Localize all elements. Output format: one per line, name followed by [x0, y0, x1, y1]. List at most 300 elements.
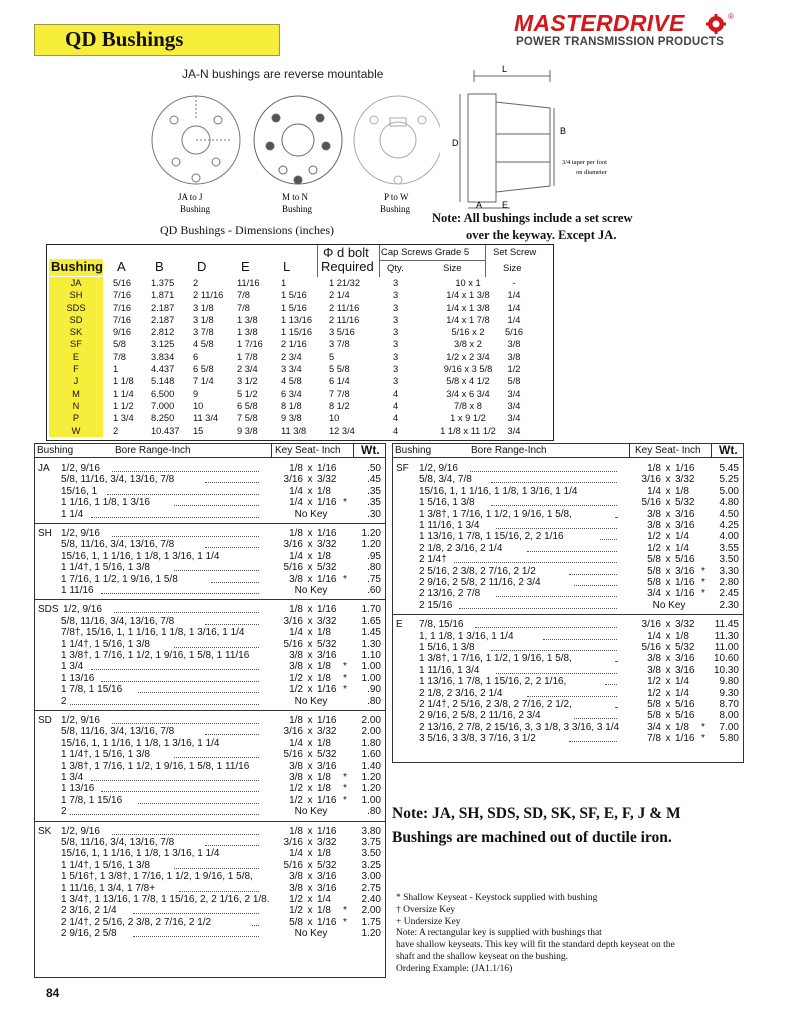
bore-range: 1 7/8, 1 15/16 — [61, 684, 123, 696]
key-width: 1/4 — [289, 497, 303, 509]
qty-cell: 4 — [393, 425, 399, 436]
bore-row — [35, 639, 385, 650]
weight-value: 1.00 — [361, 672, 381, 684]
bore-row — [35, 860, 385, 871]
l-cell: 1 5/16 — [281, 302, 307, 313]
size-cell: 3/8 x 2 — [454, 339, 482, 350]
key-width: 1/8 — [647, 463, 661, 474]
key-depth: 5/32 — [317, 562, 337, 574]
d-cell: 3 1/8 — [193, 314, 214, 325]
bore-row — [35, 673, 385, 684]
weight-value: 1.65 — [361, 615, 381, 627]
weight-value: 3.55 — [719, 542, 739, 554]
set-screw-cell: - — [512, 278, 516, 288]
leader-dots — [70, 806, 259, 815]
key-times-sign: x — [307, 661, 313, 673]
key-width: 3/16 — [283, 615, 303, 627]
b-cell: 4.437 — [151, 364, 175, 375]
key-times-sign: x — [665, 733, 671, 745]
set-screw-cell: 3/4 — [507, 400, 521, 411]
key-depth: 3/16 — [675, 519, 695, 531]
key-width: 5/16 — [283, 859, 303, 871]
qty-cell: 3 — [393, 290, 399, 301]
bore-range: 1 3/8†, 1 7/16, 1 1/2, 1 9/16, 1 5/8, — [419, 653, 572, 665]
bolt-cell: 6 1/4 — [329, 376, 350, 387]
key-depth: 1/16 — [317, 463, 337, 474]
page-title: QD Bushings — [65, 27, 184, 51]
d-cell: 10 — [193, 400, 204, 411]
key-width: 1/2 — [647, 542, 661, 554]
key-width: 5/8 — [647, 710, 661, 722]
leader-dots — [527, 688, 617, 697]
weight-value: 1.20 — [361, 783, 381, 795]
key-times-sign: x — [307, 474, 313, 486]
d-cell: 6 5/8 — [193, 364, 214, 375]
leader-dots — [600, 531, 617, 540]
bore-row — [393, 588, 743, 599]
key-width: 1/2 — [289, 905, 303, 917]
weight-value: 1.75 — [361, 916, 381, 928]
col-bolt: Φ d bolt — [323, 245, 369, 260]
leader-dots — [205, 474, 259, 483]
bolt-cell: 1 21/32 — [329, 278, 361, 288]
fig3-caption-line1: P to W — [384, 192, 409, 202]
bore-row — [35, 486, 385, 497]
b-cell: 2.187 — [151, 314, 175, 325]
set-screw-cell: 3/8 — [507, 351, 521, 362]
bushing-code: SH — [38, 528, 52, 539]
d-cell: 3 7/8 — [193, 327, 214, 338]
bore-row — [35, 783, 385, 794]
bore-range: 5/8, 3/4, 7/8 — [419, 474, 472, 486]
key-times-sign: x — [665, 485, 671, 497]
b-cell: 2.812 — [151, 327, 175, 338]
bore-row — [393, 543, 743, 554]
key-width: 3/8 — [289, 661, 303, 673]
key-depth: 3/16 — [675, 565, 695, 577]
bore-group — [35, 524, 385, 600]
weight-value: 1.60 — [361, 749, 381, 761]
set-screw-cell: 1/4 — [507, 314, 521, 325]
key-times-sign: x — [665, 474, 671, 486]
key-depth: 3/32 — [317, 539, 337, 551]
b-cell: 7.000 — [151, 400, 175, 411]
col-bushing: Bushing — [51, 259, 103, 274]
size-cell: 3/4 x 6 3/4 — [446, 388, 490, 399]
key-width: 3/8 — [289, 771, 303, 783]
fig2-caption-line1: M to N — [282, 192, 309, 202]
leader-dots — [91, 661, 259, 670]
key-times-sign: x — [307, 715, 313, 726]
key-depth: 1/4 — [675, 676, 689, 688]
key-depth: 5/32 — [317, 859, 337, 871]
d-cell: 4 5/8 — [193, 339, 214, 350]
b-cell: 5.148 — [151, 376, 175, 387]
dim-table-row — [47, 425, 553, 437]
bore-row — [35, 894, 385, 905]
d-cell: 9 — [193, 388, 199, 399]
l-cell: 1 13/16 — [281, 314, 313, 325]
key-depth: 3/32 — [317, 726, 337, 738]
no-key: No Key — [652, 599, 686, 611]
qty-cell: 3 — [393, 302, 399, 313]
key-times-sign: x — [307, 760, 313, 772]
bore-row — [35, 905, 385, 916]
key-times-sign: x — [665, 698, 671, 710]
weight-value: 3.80 — [361, 825, 381, 837]
key-width: 5/16 — [283, 638, 303, 650]
no-key: No Key — [294, 806, 328, 818]
a-cell: 1 3/4 — [113, 413, 134, 424]
leader-dots — [114, 604, 259, 613]
key-width: 1/8 — [289, 463, 303, 474]
set-screw-note — [432, 210, 632, 244]
leader-dots — [112, 715, 259, 724]
bore-range: 5/8, 11/16, 3/4, 13/16, 7/8 — [61, 474, 175, 486]
bore-row — [393, 665, 743, 676]
key-depth: 1/8 — [317, 672, 331, 684]
bore-range: 1 1/4†, 1 5/16, 1 3/8 — [61, 562, 150, 574]
key-depth: 3/16 — [317, 871, 337, 883]
key-width: 1/2 — [289, 783, 303, 795]
key-width: 1/4 — [289, 485, 303, 497]
size-cell: 7/8 x 8 — [454, 400, 482, 411]
shallow-mark: * — [343, 573, 347, 585]
size-cell: 10 x 1 — [455, 278, 481, 288]
key-depth: 1/8 — [317, 627, 331, 639]
weight-value: 2.00 — [361, 905, 381, 917]
bore-row — [35, 772, 385, 783]
key-width: 1/4 — [647, 485, 661, 497]
key-times-sign: x — [665, 519, 671, 531]
col-e: E — [241, 259, 250, 274]
page-title-box — [34, 24, 280, 56]
weight-value: 3.50 — [719, 554, 739, 566]
bore-range: 1 3/8†, 1 7/16, 1 1/2, 1 9/16, 1 5/8, 1 11/16 — [61, 649, 250, 661]
no-key: No Key — [294, 584, 328, 596]
bore-row — [35, 738, 385, 749]
bore-range: 15/16, 1, 1 1/16, 1 1/8, 1 3/16, 1 1/4 — [61, 848, 220, 860]
bore-row — [35, 539, 385, 550]
bore-row — [393, 600, 743, 611]
key-times-sign: x — [307, 771, 313, 783]
weight-value: 2.75 — [361, 882, 381, 894]
bore-range: 2 3/16, 2 1/4 — [61, 905, 117, 917]
bolt-cell: 8 1/2 — [329, 400, 350, 411]
l-cell: 9 3/8 — [281, 413, 302, 424]
bore-row — [35, 551, 385, 562]
key-depth: 1/8 — [317, 771, 331, 783]
weight-value: 2.40 — [361, 893, 381, 905]
key-times-sign: x — [307, 684, 313, 696]
key-times-sign: x — [307, 905, 313, 917]
dim-table-row — [47, 326, 553, 338]
a-cell: 1 — [113, 364, 119, 375]
leader-dots — [133, 928, 259, 937]
key-depth: 3/32 — [675, 619, 695, 631]
bore-range: 1, 1 1/8, 1 3/16, 1 1/4 — [419, 630, 514, 642]
bore-range: 1 13/16, 1 7/8, 1 15/16, 2, 2 1/16, — [419, 676, 567, 688]
bore-range: 5/8, 11/16, 3/4, 13/16, 7/8 — [61, 539, 175, 551]
bushing-code: SD — [38, 715, 52, 726]
bore-row — [35, 837, 385, 848]
legend-line: shaft and the shallow keyseat on the bushing. — [396, 951, 569, 962]
shallow-mark: * — [701, 576, 705, 588]
set-screw-note-line2: over the keyway. Except JA. — [466, 228, 617, 242]
bore-range: 2 1/4†, 2 5/16, 2 3/8, 2 7/16, 2 1/2, — [419, 698, 572, 710]
weight-value: .50 — [367, 463, 381, 474]
weight-value: 4.50 — [719, 508, 739, 520]
bore-range: 2 15/16 — [419, 599, 453, 611]
gear-icon — [706, 14, 726, 34]
b-cell: 3.834 — [151, 351, 175, 362]
a-cell: 1 1/4 — [113, 388, 134, 399]
e-cell: 1 3/8 — [237, 327, 258, 338]
bore-range: 1 11/16, 1 3/4, 1 7/8+ — [61, 882, 156, 894]
bore-row — [35, 684, 385, 695]
weight-value: 4.00 — [719, 531, 739, 543]
key-depth: 1/16 — [317, 715, 337, 726]
key-width: 1/4 — [289, 737, 303, 749]
leader-dots — [107, 486, 259, 495]
weight-value: 8.00 — [719, 710, 739, 722]
b-cell: 1.871 — [151, 290, 175, 301]
leader-dots — [91, 772, 259, 781]
key-times-sign: x — [665, 641, 671, 653]
bore-range: 1 5/16, 1 3/8 — [419, 497, 475, 509]
key-times-sign: x — [307, 848, 313, 860]
material-note: Note: JA, SH, SDS, SD, SK, SF, E, F, J & M Bushings are machined out of ductile iron. — [392, 805, 681, 846]
weight-value: 1.40 — [361, 760, 381, 772]
key-times-sign: x — [665, 588, 671, 600]
leader-dots — [174, 497, 259, 506]
key-width: 1/2 — [647, 687, 661, 699]
leader-dots — [527, 543, 617, 552]
bore-row — [35, 585, 385, 596]
shallow-mark: * — [343, 672, 347, 684]
bore-row — [393, 653, 743, 664]
key-width: 1/2 — [289, 672, 303, 684]
shallow-mark: * — [343, 783, 347, 795]
e-cell: 9 3/8 — [237, 425, 258, 436]
leader-dots — [174, 639, 259, 648]
bore-range: 2 9/16, 2 5/8, 2 11/16, 2 3/4 — [419, 710, 541, 722]
qty-cell: 4 — [393, 388, 399, 399]
bore-range: 5/8, 11/16, 3/4, 13/16, 7/8 — [61, 836, 175, 848]
key-width: 3/16 — [283, 474, 303, 486]
key-times-sign: x — [307, 749, 313, 761]
key-depth: 1/16 — [317, 825, 337, 837]
bore-table-left — [34, 443, 386, 978]
weight-value: .80 — [367, 806, 381, 818]
weight-value: .80 — [367, 695, 381, 707]
no-key: No Key — [294, 695, 328, 707]
bolt-cell: 2 11/16 — [329, 302, 360, 313]
key-times-sign: x — [307, 794, 313, 806]
bore-table-right — [392, 443, 744, 763]
bushing-code: E — [396, 619, 403, 631]
qty-cell: 4 — [393, 413, 399, 424]
bore-row — [35, 883, 385, 894]
leader-dots — [138, 684, 259, 693]
key-depth: 1/16 — [317, 528, 337, 539]
key-width: 3/16 — [283, 539, 303, 551]
reverse-mount-caption: JA-N bushings are reverse mountable — [182, 67, 384, 81]
key-depth: 1/4 — [675, 542, 689, 554]
key-times-sign: x — [665, 531, 671, 543]
bore-row — [393, 474, 743, 485]
header-divider — [353, 444, 354, 458]
key-width: 3/8 — [647, 519, 661, 531]
key-times-sign: x — [307, 638, 313, 650]
key-depth: 3/32 — [675, 474, 695, 486]
bore-range: 1 11/16 — [61, 584, 94, 596]
bore-range: 1 3/8†, 1 7/16, 1 1/2, 1 9/16, 1 5/8, 1 11/16 — [61, 760, 250, 772]
bore-row — [393, 699, 743, 710]
leader-dots — [174, 860, 259, 869]
leader-dots — [101, 585, 259, 594]
bushing-cell: JA — [49, 277, 103, 289]
legend-line: Note: A rectangular key is supplied with bushings that — [396, 928, 602, 939]
col-cap-screws: Cap Screws Grade 5 — [381, 247, 470, 258]
set-screw-cell: 3/4 — [507, 425, 521, 436]
weight-value: 1.30 — [361, 638, 381, 650]
bore-range: 2 5/16, 2 3/8, 2 7/16, 2 1/2 — [419, 565, 536, 577]
b-cell: 6.500 — [151, 388, 175, 399]
key-depth: 3/32 — [317, 474, 337, 486]
leader-dots — [101, 673, 259, 682]
key-times-sign: x — [665, 565, 671, 577]
bushing-code: SK — [38, 825, 52, 837]
leader-dots — [491, 642, 617, 651]
qty-cell: 3 — [393, 278, 399, 288]
key-depth: 1/8 — [317, 550, 331, 562]
key-times-sign: x — [665, 497, 671, 509]
key-depth: 1/16 — [675, 576, 695, 588]
size-cell: 5/16 x 2 — [451, 327, 485, 338]
legend-line: Ordering Example: (JA1.1/16) — [396, 963, 513, 974]
weight-value: 10.30 — [713, 664, 739, 676]
leader-dots — [174, 749, 259, 758]
key-depth: 1/8 — [675, 630, 689, 642]
weight-value: .45 — [367, 474, 381, 486]
key-depth: 5/32 — [317, 638, 337, 650]
bore-row — [35, 497, 385, 508]
bushing-code: JA — [38, 463, 50, 474]
e-cell: 6 5/8 — [237, 400, 258, 411]
bore-range: 1 5/16†, 1 3/8†, 1 7/16, 1 1/2, 1 9/16, 1 5/8, — [61, 871, 253, 883]
leader-dots — [138, 795, 259, 804]
leader-dots — [496, 588, 617, 597]
col-key-seat: Key Seat- Inch — [275, 445, 341, 456]
bore-row — [393, 497, 743, 508]
d-cell: 15 — [193, 425, 204, 436]
key-times-sign: x — [307, 893, 313, 905]
bore-range: 2 1/8, 2 3/16, 2 1/4 — [419, 542, 503, 554]
bore-row — [35, 627, 385, 638]
bore-row — [393, 554, 743, 565]
a-cell: 9/16 — [113, 327, 132, 338]
weight-value: .35 — [367, 485, 381, 497]
weight-value: 11.45 — [714, 619, 739, 631]
dimensions-table-body — [47, 277, 553, 437]
e-cell: 5 1/2 — [237, 388, 258, 399]
col-b: B — [155, 259, 164, 274]
key-depth: 1/16 — [317, 573, 337, 585]
key-width: 3/16 — [283, 726, 303, 738]
b-cell: 1.375 — [151, 278, 175, 288]
leader-dots — [459, 600, 617, 609]
key-depth: 1/8 — [317, 737, 331, 749]
bushing-cell: SH — [49, 289, 103, 301]
e-cell: 7/8 — [237, 290, 250, 301]
col-weight: Wt. — [361, 443, 380, 457]
bore-row — [35, 509, 385, 520]
bore-range: 2 13/16, 2 7/8 — [419, 588, 481, 600]
key-depth: 1/16 — [675, 463, 695, 474]
bushing-cell: SF — [49, 338, 103, 350]
qty-cell: 3 — [393, 364, 399, 375]
bore-range: 1 7/8, 1 15/16 — [61, 794, 123, 806]
key-times-sign: x — [665, 721, 671, 733]
weight-value: 1.80 — [361, 737, 381, 749]
header-divider — [379, 260, 485, 261]
key-times-sign: x — [307, 726, 313, 738]
set-screw-note-line1: Note: All bushings include a set screw — [432, 211, 633, 225]
col-size: Size — [443, 263, 462, 274]
col-bore-range: Bore Range-Inch — [115, 445, 191, 456]
weight-value: 1.00 — [361, 794, 381, 806]
key-times-sign: x — [307, 550, 313, 562]
keyseat-legend — [396, 893, 736, 976]
bore-range: 1/2, 9/16 — [63, 604, 102, 616]
bore-range: 1 1/16, 1 1/8, 1 3/16 — [61, 497, 150, 509]
fig2-caption-line2: Bushing — [282, 204, 313, 214]
key-times-sign: x — [307, 649, 313, 661]
qty-cell: 3 — [393, 339, 399, 350]
shallow-mark: * — [343, 497, 347, 509]
weight-value: .90 — [367, 684, 381, 696]
size-cell: 5/8 x 4 1/2 — [446, 376, 490, 387]
key-width: 3/4 — [647, 588, 661, 600]
bore-range: 5/8, 11/16, 3/4, 13/16, 7/8 — [61, 726, 175, 738]
l-cell: 1 — [281, 278, 287, 288]
weight-value: 3.00 — [361, 871, 381, 883]
leader-dots — [615, 509, 617, 518]
bore-range: 1 11/16, 1 3/4 — [419, 519, 480, 531]
leader-dots — [70, 696, 259, 705]
dim-letter-l: L — [502, 64, 508, 74]
key-width: 5/16 — [283, 562, 303, 574]
key-depth: 1/8 — [317, 661, 331, 673]
key-times-sign: x — [307, 604, 313, 616]
dim-table-row — [47, 388, 553, 400]
bore-row — [35, 826, 385, 837]
bore-range: 2 9/16, 2 5/8, 2 11/16, 2 3/4 — [419, 576, 541, 588]
shallow-mark: * — [343, 684, 347, 696]
key-depth: 1/8 — [317, 485, 331, 497]
dim-table-row — [47, 375, 553, 387]
legend-line: * Shallow Keyseat - Keystock supplied with bushing — [396, 893, 598, 903]
bore-row — [393, 631, 743, 642]
shallow-mark: * — [701, 721, 705, 733]
set-screw-cell: 1/4 — [507, 302, 521, 313]
bore-group — [35, 822, 385, 944]
key-width: 3/8 — [289, 649, 303, 661]
col-a: A — [117, 259, 126, 274]
weight-value: 1.20 — [361, 539, 381, 551]
leader-dots — [491, 497, 617, 506]
